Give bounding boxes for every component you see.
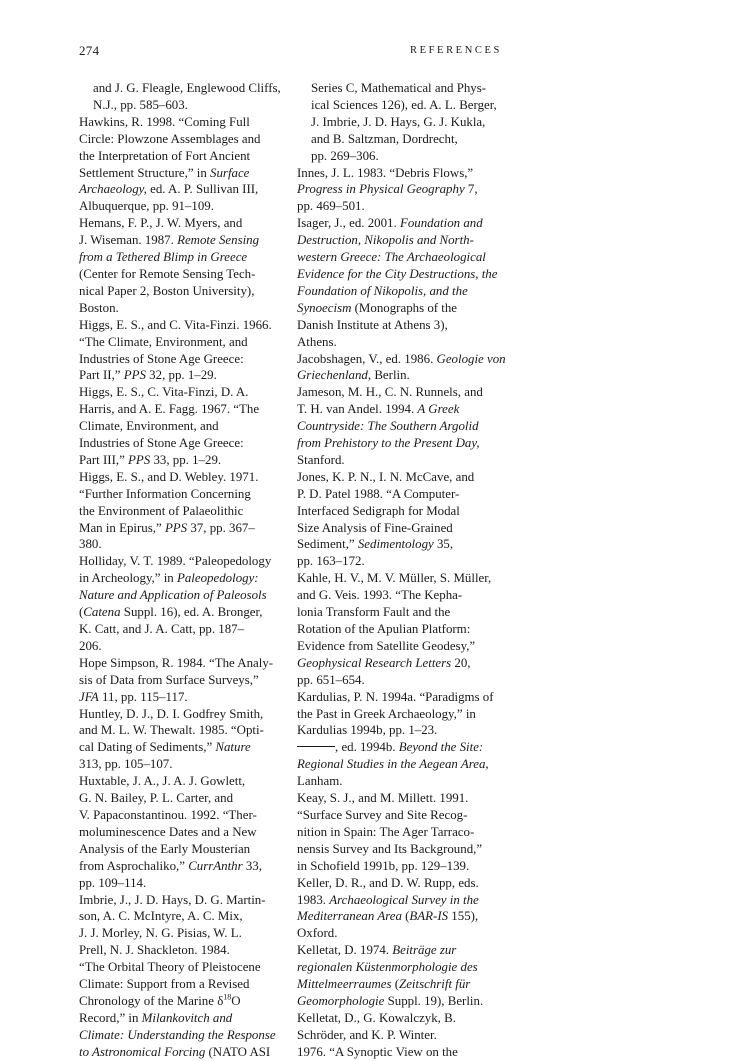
- reference-entry: Jacobshagen, V., ed. 1986. Geologie von Griechenland, Berlin.: [297, 351, 506, 383]
- reference-entry: Huntley, D. J., D. I. Godfrey Smith, and M. L. W. Thewalt. 1985. “Opti- cal Dating of Sediments,” Nature 313, pp. 105–107.: [79, 706, 264, 772]
- reference-entry: Hope Simpson, R. 1984. “The Analy- sis of Data from Surface Surveys,” JFA 11, pp. 115–117.: [79, 655, 274, 704]
- reference-entry: Huxtable, J. A., J. A. J. Gowlett, G. N. Bailey, P. L. Carter, and V. Papaconstantinou. 1992. “Ther- moluminescence Dates and a New Analysis of the Early Mousterian from Asprochaliko,” CurrAnthr 33, pp. 109–114.: [79, 774, 262, 890]
- ditto-dash: [297, 746, 335, 747]
- reference-entry: Higgs, E. S., C. Vita-Finzi, D. A. Harris, and A. E. Fagg. 1967. “The Climate, Environment, and Industries of Stone Age Greece: Part III,” PPS 33, pp. 1–29.: [79, 385, 260, 467]
- reference-entry: Higgs, E. S., and C. Vita-Finzi. 1966. “The Climate, Environment, and Industries of Stone Age Greece: Part II,” PPS 32, pp. 1–29.: [79, 317, 272, 383]
- reference-entry: Kahle, H. V., M. V. Müller, S. Müller, and G. Veis. 1993. “The Kepha- lonia Transform Fault and the Rotation of the Apulian Platform: Evidence from Satellite Geodesy,” Geophysical Research Letters 20, pp. 651–654.: [297, 571, 492, 687]
- left-column: [79, 80, 281, 1061]
- reference-entry: Isager, J., ed. 2001. Foundation and Destruction, Nikopolis and North- western Greece: The Archaeological Evidence for the City Destructions, the Foundation of Nikopolis, and the Synoecism (Monographs of the Danish Institute at Athens 3), Athens.: [297, 216, 498, 349]
- reference-entry: Holliday, V. T. 1989. “Paleopedology in Archeology,” in Paleopedology: Nature and Application of Paleosols (Catena Suppl. 16), ed. A. Bronger, K. Catt, and J. A. Catt, pp. 187– 206.: [79, 554, 272, 653]
- reference-entry: Imbrie, J., J. D. Hays, D. G. Martin- son, A. C. McIntyre, A. C. Mix, J. J. Morley, N. G. Pisias, W. L. Prell, N. J. Shackleton. 1984. “The Orbital Theory of Pleistocene Climate: Support from a Revised Chronology of the Marine $\delta^{18}O$ Record,” in Milankovitch and Climate: Understanding the Response to Astronomical Forcing (NATO ASI: [79, 892, 276, 1059]
- reference-entry: Innes, J. L. 1983. “Debris Flows,” Progress in Physical Geography 7, pp. 469–501.: [297, 165, 478, 214]
- reference-entry: Keller, D. R., and D. W. Rupp, eds. 1983. Archaeological Survey in the Mediterranean Area (BAR-IS 155), Oxford.: [297, 875, 479, 941]
- reference-entry: Kelletat, D. 1974. Beiträge zur regionalen Küstenmorphologie des Mittelmeerraumes (Zeitschrift für Geomorphologie Suppl. 19), Berlin.: [297, 943, 484, 1008]
- right-column: [297, 80, 506, 1061]
- reference-entry: Keay, S. J., and M. Millett. 1991. “Surface Survey and Site Recog- nition in Spain: The Ager Tarraco- nensis Survey and Its Background,” in Schofield 1991b, pp. 129–139.: [297, 791, 483, 873]
- reference-entry: Higgs, E. S., and D. Webley. 1971. “Further Information Concerning the Environment of Palaeolithic Man in Epirus,” PPS 37, pp. 367– 380.: [79, 469, 259, 552]
- reference-entry: Jones, K. P. N., I. N. McCave, and P. D. Patel 1988. “A Computer- Interfaced Sedigraph for Modal Size Analysis of Fine-Grained Sediment,” Sedimentology 35, pp. 163–172.: [297, 469, 475, 569]
- reference-entry: Hawkins, R. 1998. “Coming Full Circle: Plowzone Assemblages and the Interpretation of Fort Ancient Settlement Structure,” in Surface Archaeology, ed. A. P. Sullivan III, Albuquerque, pp. 91–109.: [79, 114, 261, 214]
- reference-entry: Kelletat, D., G. Kowalczyk, B. Schröder, and K. P. Winter. 1976. “A Synoptic View on the: [297, 1010, 458, 1059]
- page-number: 274: [79, 43, 100, 58]
- reference-entry: Series C, Mathematical and Phys- ical Sciences 126), ed. A. L. Berger, J. Imbrie, J. D. Hays, G. J. Kukla, and B. Saltzman, Dordrecht, pp. 269–306.: [311, 81, 497, 163]
- reference-entry: and J. G. Fleagle, Englewood Cliffs, N.J., pp. 585–603.: [93, 81, 281, 112]
- reference-entry: Kardulias, P. N. 1994a. “Paradigms of the Past in Greek Archaeology,” in Kardulias 1994b, pp. 1–23.: [297, 689, 494, 738]
- reference-entry: Hemans, F. P., J. W. Myers, and J. Wiseman. 1987. Remote Sensing from a Tethered Blimp in Greece (Center for Remote Sensing Tech- nical Paper 2, Boston University), Boston.: [79, 216, 260, 315]
- running-head: REFERENCES: [410, 45, 502, 56]
- reference-entry: Jameson, M. H., C. N. Runnels, and T. H. van Andel. 1994. A Greek Countryside: The Southern Argolid from Prehistory to the Present Day, Stanford.: [297, 385, 483, 467]
- reference-entry: , ed. 1994b. Beyond the Site: Regional Studies in the Aegean Area, Lanham.: [297, 740, 489, 789]
